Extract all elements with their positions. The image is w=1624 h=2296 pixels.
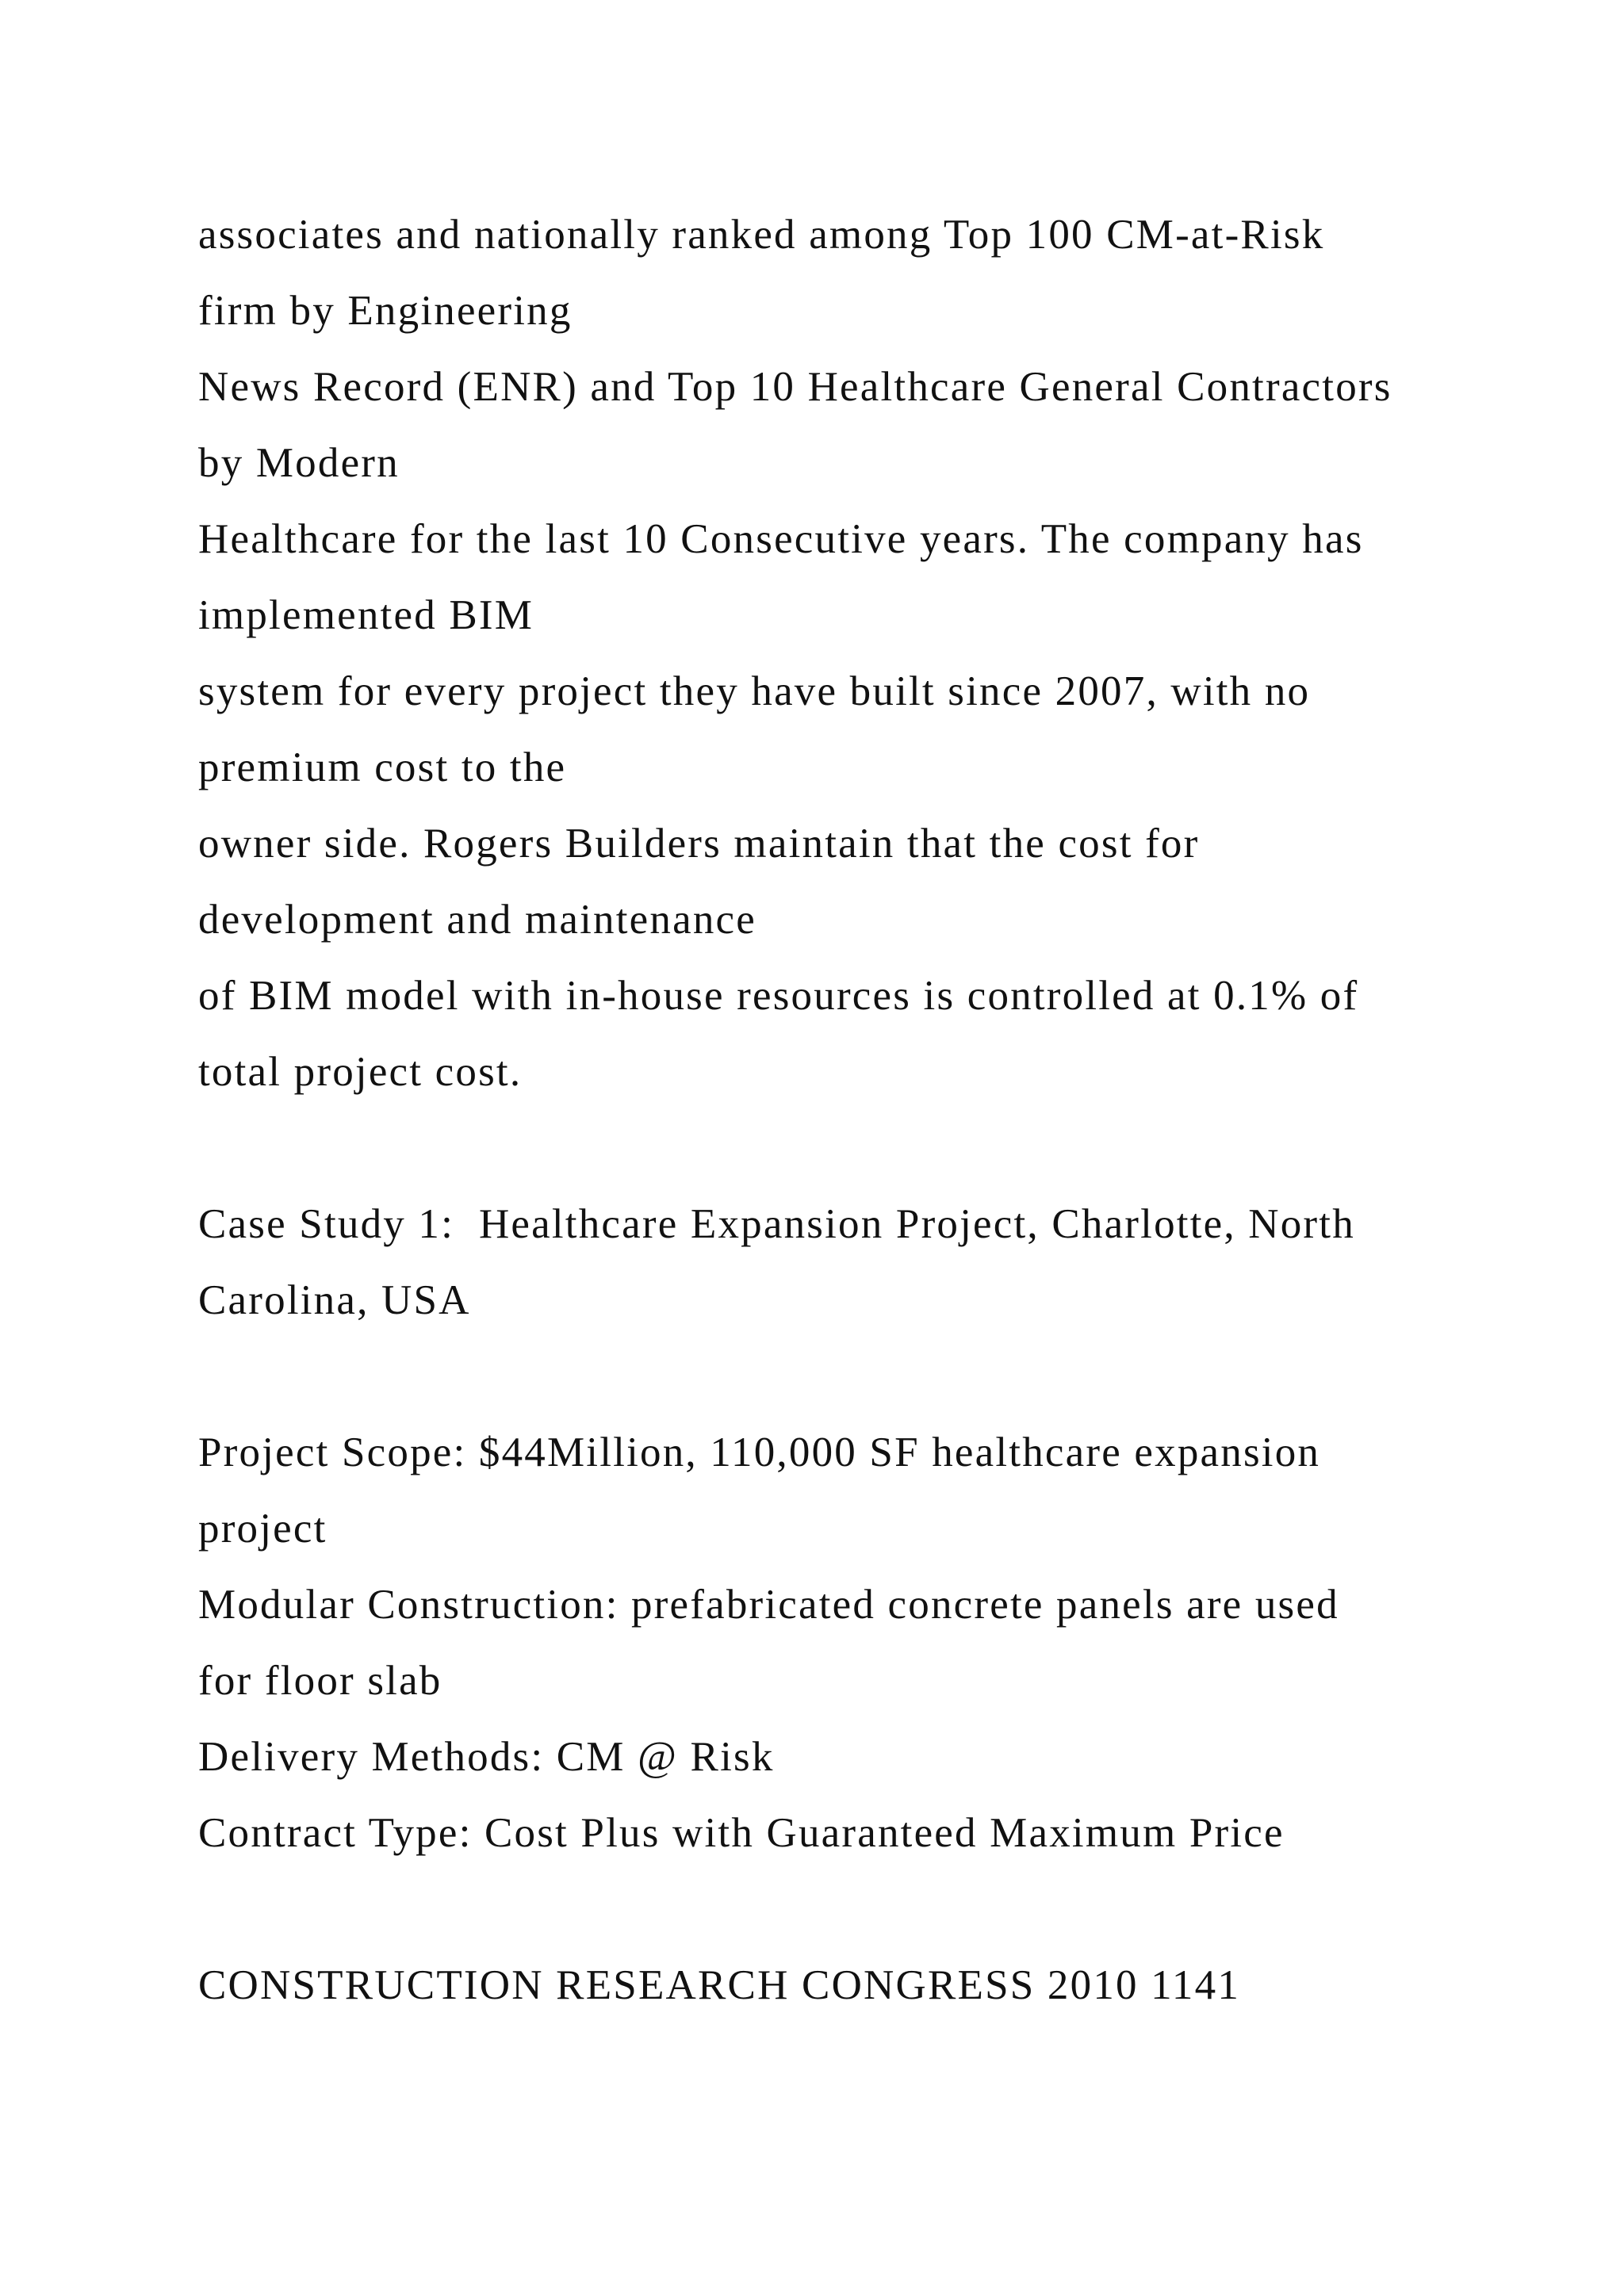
- paragraph-gap: [198, 1871, 1515, 1947]
- text-line: premium cost to the: [198, 744, 567, 790]
- case-study-heading: Case Study 1: Healthcare Expansion Project, Charlotte, North: [198, 1201, 1355, 1247]
- text-line: firm by Engineering: [198, 288, 573, 334]
- case-study-heading-continued: Carolina, USA: [198, 1277, 471, 1323]
- modular-construction-line-continued: for floor slab: [198, 1658, 442, 1704]
- text-line: total project cost.: [198, 1049, 523, 1095]
- text-line: by Modern: [198, 440, 400, 486]
- text-line: of BIM model with in-house resources is controlled at 0.1% of: [198, 973, 1359, 1019]
- contract-type-line: Contract Type: Cost Plus with Guaranteed Maximum Price: [198, 1810, 1285, 1856]
- text-line: development and maintenance: [198, 897, 756, 943]
- text-line: owner side. Rogers Builders maintain that the cost for: [198, 821, 1200, 867]
- project-scope-line-continued: project: [198, 1506, 327, 1552]
- text-line: associates and nationally ranked among Top 100 CM-at-Risk: [198, 212, 1325, 258]
- text-line: implemented BIM: [198, 592, 534, 638]
- modular-construction-line: Modular Construction: prefabricated concrete panels are used: [198, 1582, 1339, 1628]
- delivery-methods-line: Delivery Methods: CM @ Risk: [198, 1734, 775, 1780]
- running-footer: CONSTRUCTION RESEARCH CONGRESS 2010 1141: [198, 1962, 1241, 2008]
- paragraph-gap: [198, 1110, 1515, 1186]
- project-scope-line: Project Scope: $44Million, 110,000 SF healthcare expansion: [198, 1429, 1321, 1475]
- text-line: system for every project they have built since 2007, with no: [198, 668, 1311, 714]
- document-body: [198, 197, 1515, 2023]
- text-line: News Record (ENR) and Top 10 Healthcare General Contractors: [198, 364, 1392, 410]
- paragraph-gap: [198, 1338, 1515, 1414]
- text-line: Healthcare for the last 10 Consecutive years. The company has: [198, 516, 1364, 562]
